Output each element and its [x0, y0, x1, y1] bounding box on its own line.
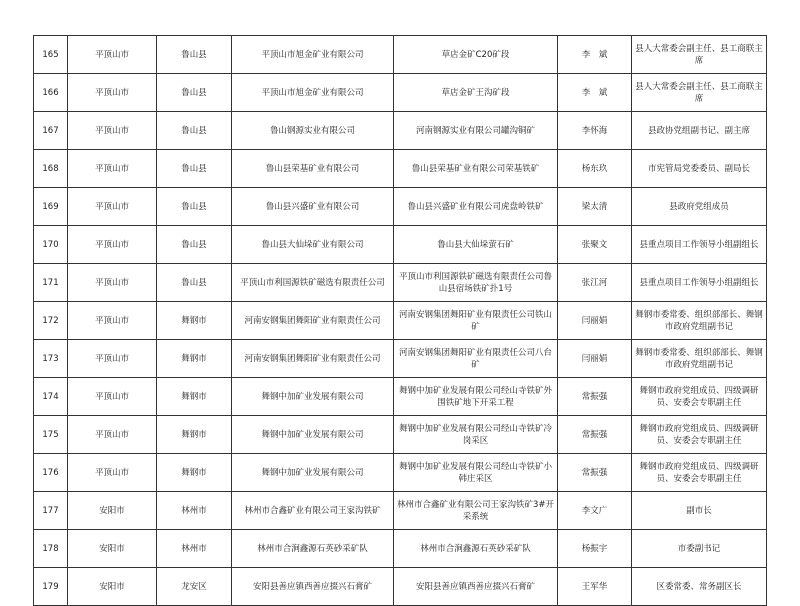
cell-city: 安阳市 — [68, 492, 157, 530]
cell-county: 鲁山县 — [157, 112, 232, 150]
cell-city: 安阳市 — [68, 568, 157, 606]
table-row — [34, 264, 767, 302]
cell-person-name: 王军华 — [558, 568, 632, 606]
cell-city: 平顶山市 — [68, 112, 157, 150]
cell-position: 舞钢市政府党组成员、四级调研员、安委会专职副主任 — [632, 454, 767, 492]
table-row — [34, 568, 767, 606]
cell-company: 林州市合涧鑫源石英砂采矿队 — [232, 530, 394, 568]
cell-mine: 舞钢中加矿业发展有限公司经山寺铁矿小韩庄采区 — [394, 454, 558, 492]
cell-county: 龙安区 — [157, 568, 232, 606]
cell-position: 舞钢市政府党组成员、四级调研员、安委会专职副主任 — [632, 416, 767, 454]
cell-position: 县重点项目工作领导小组副组长 — [632, 226, 767, 264]
cell-city: 平顶山市 — [68, 188, 157, 226]
cell-county: 鲁山县 — [157, 188, 232, 226]
cell-index: 168 — [34, 150, 68, 188]
cell-position: 县政协党组副书记、副主席 — [632, 112, 767, 150]
cell-position: 区委常委、常务副区长 — [632, 568, 767, 606]
cell-index: 171 — [34, 264, 68, 302]
cell-county: 鲁山县 — [157, 226, 232, 264]
cell-index: 167 — [34, 112, 68, 150]
table-row — [34, 378, 767, 416]
cell-position: 副市长 — [632, 492, 767, 530]
cell-index: 174 — [34, 378, 68, 416]
cell-person-name: 常振强 — [558, 416, 632, 454]
cell-city: 平顶山市 — [68, 226, 157, 264]
cell-company: 鲁山县荣基矿业有限公司 — [232, 150, 394, 188]
cell-person-name: 张江河 — [558, 264, 632, 302]
cell-mine: 河南安钢集团舞阳矿业有限责任公司铁山矿 — [394, 302, 558, 340]
table-row — [34, 112, 767, 150]
cell-company: 平顶山市旭金矿业有限公司 — [232, 36, 394, 74]
cell-position: 县重点项目工作领导小组副组长 — [632, 264, 767, 302]
cell-position: 市宪管局党委委员、副局长 — [632, 150, 767, 188]
table-row — [34, 302, 767, 340]
cell-index: 166 — [34, 74, 68, 112]
cell-company: 舞钢中加矿业发展有限公司 — [232, 454, 394, 492]
cell-company: 鲁山县兴盛矿业有限公司 — [232, 188, 394, 226]
cell-position: 县人大常委会副主任、县工商联主席 — [632, 74, 767, 112]
table-row — [34, 416, 767, 454]
cell-county: 林州市 — [157, 530, 232, 568]
cell-person-name: 李怀海 — [558, 112, 632, 150]
cell-county: 舞钢市 — [157, 340, 232, 378]
cell-person-name: 李 斌 — [558, 74, 632, 112]
table-row — [34, 150, 767, 188]
cell-person-name: 常振强 — [558, 454, 632, 492]
cell-mine: 河南安钢集团舞阳矿业有限责任公司八台矿 — [394, 340, 558, 378]
cell-person-name: 闫丽娟 — [558, 340, 632, 378]
cell-company: 舞钢中加矿业发展有限公司 — [232, 378, 394, 416]
cell-position: 县政府党组成员 — [632, 188, 767, 226]
cell-index: 170 — [34, 226, 68, 264]
cell-index: 179 — [34, 568, 68, 606]
table-row — [34, 188, 767, 226]
cell-person-name: 张聚文 — [558, 226, 632, 264]
cell-mine: 林州市合鑫矿业有限公司王家沟铁矿3#开采系统 — [394, 492, 558, 530]
responsibility-table — [33, 35, 767, 606]
table-row — [34, 454, 767, 492]
cell-company: 鲁山钢源实业有限公司 — [232, 112, 394, 150]
cell-person-name: 李 斌 — [558, 36, 632, 74]
cell-county: 鲁山县 — [157, 74, 232, 112]
cell-mine: 林州市合涧鑫源石英砂采矿队 — [394, 530, 558, 568]
cell-city: 平顶山市 — [68, 264, 157, 302]
cell-city: 平顶山市 — [68, 74, 157, 112]
table-row — [34, 74, 767, 112]
cell-county: 舞钢市 — [157, 302, 232, 340]
cell-company: 鲁山县大仙垛矿业有限公司 — [232, 226, 394, 264]
cell-county: 林州市 — [157, 492, 232, 530]
cell-county: 舞钢市 — [157, 378, 232, 416]
cell-person-name: 常振强 — [558, 378, 632, 416]
table-row — [34, 530, 767, 568]
cell-company: 河南安钢集团舞阳矿业有限责任公司 — [232, 340, 394, 378]
cell-company: 平顶山市利国源铁矿磁选有限责任公司 — [232, 264, 394, 302]
cell-index: 172 — [34, 302, 68, 340]
cell-index: 175 — [34, 416, 68, 454]
cell-mine: 鲁山县荣基矿业有限公司荣基铁矿 — [394, 150, 558, 188]
cell-person-name: 杨东玖 — [558, 150, 632, 188]
cell-city: 平顶山市 — [68, 36, 157, 74]
table-row — [34, 340, 767, 378]
cell-company: 舞钢中加矿业发展有限公司 — [232, 416, 394, 454]
cell-mine: 鲁山县大仙垛萤石矿 — [394, 226, 558, 264]
cell-person-name: 李文广 — [558, 492, 632, 530]
cell-position: 县人大常委会副主任、县工商联主席 — [632, 36, 767, 74]
cell-mine: 平顶山市利国源铁矿磁选有限责任公司鲁山县宿场铁矿扑1号 — [394, 264, 558, 302]
cell-company: 河南安钢集团舞阳矿业有限责任公司 — [232, 302, 394, 340]
table-body — [34, 36, 767, 606]
cell-city: 平顶山市 — [68, 150, 157, 188]
cell-city: 平顶山市 — [68, 416, 157, 454]
cell-city: 平顶山市 — [68, 340, 157, 378]
cell-county: 鲁山县 — [157, 150, 232, 188]
cell-company: 安阳县善应镇西善应掇兴石膏矿 — [232, 568, 394, 606]
cell-county: 舞钢市 — [157, 454, 232, 492]
cell-position: 舞钢市委常委、组织部部长、舞钢市政府党组副书记 — [632, 340, 767, 378]
cell-mine: 草店金矿王沟矿段 — [394, 74, 558, 112]
cell-index: 177 — [34, 492, 68, 530]
cell-mine: 舞钢中加矿业发展有限公司经山寺铁矿外围铁矿地下开采工程 — [394, 378, 558, 416]
cell-mine: 舞钢中加矿业发展有限公司经山寺铁矿冷岗采区 — [394, 416, 558, 454]
cell-mine: 鲁山县兴盛矿业有限公司虎盘岭铁矿 — [394, 188, 558, 226]
cell-mine: 河南钢源实业有限公司罐沟铜矿 — [394, 112, 558, 150]
cell-city: 平顶山市 — [68, 302, 157, 340]
cell-person-name: 梁太清 — [558, 188, 632, 226]
cell-county: 舞钢市 — [157, 416, 232, 454]
cell-position: 舞钢市政府党组成员、四级调研员、安委会专职副主任 — [632, 378, 767, 416]
table-row — [34, 36, 767, 74]
cell-city: 平顶山市 — [68, 378, 157, 416]
cell-mine: 安阳县善应镇西善应掇兴石膏矿 — [394, 568, 558, 606]
cell-company: 平顶山市旭金矿业有限公司 — [232, 74, 394, 112]
cell-company: 林州市合鑫矿业有限公司王家沟铁矿 — [232, 492, 394, 530]
cell-index: 173 — [34, 340, 68, 378]
table-row — [34, 492, 767, 530]
cell-index: 165 — [34, 36, 68, 74]
table-row — [34, 226, 767, 264]
cell-index: 169 — [34, 188, 68, 226]
cell-position: 市委副书记 — [632, 530, 767, 568]
cell-mine: 草店金矿C20矿段 — [394, 36, 558, 74]
cell-person-name: 闫丽娟 — [558, 302, 632, 340]
cell-city: 安阳市 — [68, 530, 157, 568]
cell-index: 176 — [34, 454, 68, 492]
cell-county: 鲁山县 — [157, 36, 232, 74]
cell-position: 舞钢市委常委、组织部部长、舞钢市政府党组副书记 — [632, 302, 767, 340]
cell-county: 鲁山县 — [157, 264, 232, 302]
cell-city: 平顶山市 — [68, 454, 157, 492]
cell-index: 178 — [34, 530, 68, 568]
cell-person-name: 杨振宇 — [558, 530, 632, 568]
